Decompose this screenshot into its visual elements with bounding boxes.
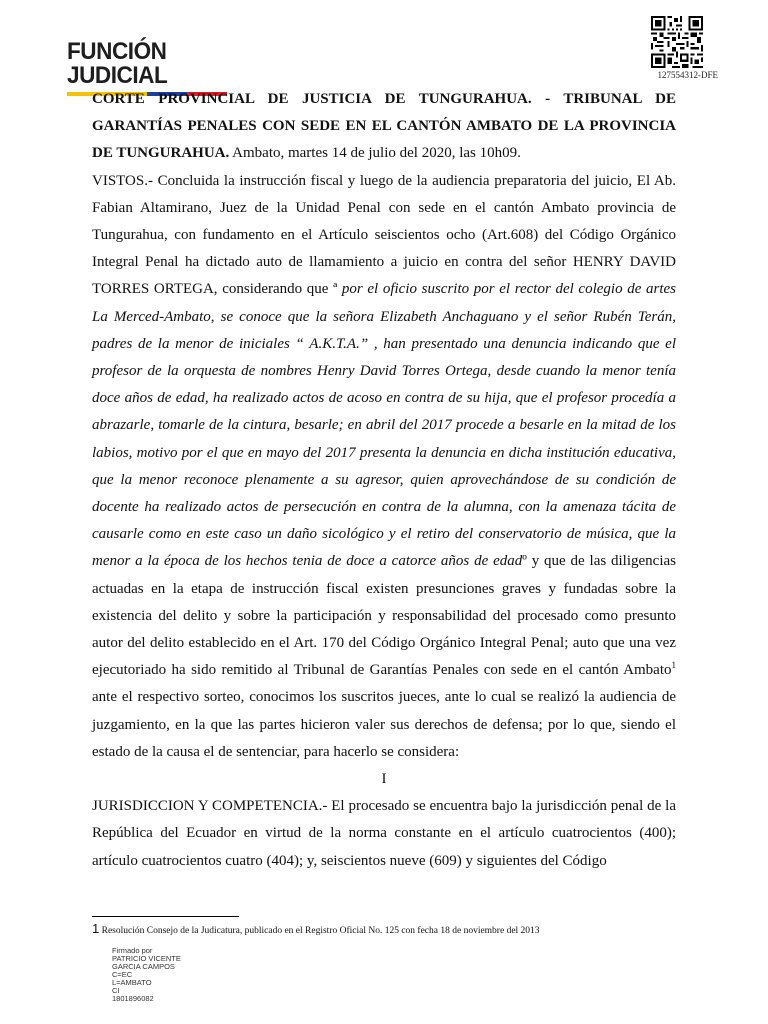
signature-line: GARCIA CAMPOS xyxy=(112,962,175,971)
signature-line: Firmado por xyxy=(112,946,153,955)
footnote-number: 1 xyxy=(92,921,100,936)
open-quote-mark: ª xyxy=(333,281,338,298)
vistos-text: VISTOS.- Concluida la instrucción fiscal y luego de la audiencia preparatoria del juicio, El Ab. Fabian Altamirano, Juez de la Unidad Penal con sede en el cantón Ambato provincia de Tungurahua, con fundamento en el Artículo seiscientos ocho (Art.608) del Código Orgánico Integral Penal ha dictado auto de llamamiento a juicio en contra del señor HENRY DAVID TORRES ORTEGA, considerando que xyxy=(92,172,676,298)
footnote-reference[interactable]: 1 xyxy=(671,660,676,671)
intro-paragraph xyxy=(92,86,676,766)
logo-text: FUNCIÓN JUDICIAL xyxy=(67,38,168,89)
jurisdiction-paragraph: JURISDICCION Y COMPETENCIA.- El procesado se encuentra bajo la jurisdicción penal de la República del Ecuador en virtud de la norma constante en el artículo cuatrocientos (400); artículo cuatrocientos cuatro (404); y, seiscientos nueve (609) y siguientes del Código xyxy=(92,798,676,869)
signature-line: C=EC xyxy=(112,970,133,979)
date-text: Ambato, martes 14 de julio del 2020, las 10h09. xyxy=(229,145,521,162)
signature-line: PATRICIO VICENTE xyxy=(112,954,181,963)
document-body xyxy=(92,86,676,875)
footnote-text: Resolución Consejo de la Judicatura, publicado en el Registro Oficial No. 125 con fecha 18 de noviembre del 2013 xyxy=(99,926,540,936)
rest-text-1: y que de las diligencias actuadas en la etapa de instrucción fiscal existen presunciones graves y fundadas sobre la existencia del delito y sobre la participación y responsabilidad del procesado como presunto autor del delito establecido en el Art. 170 del Código Orgánico Integral Penal; auto que una vez ejecutoriado ha sido remitido al Tribunal de Garantías Penales con sede en el cantón Ambato xyxy=(92,553,676,679)
signature-line: L=AMBATO xyxy=(112,978,152,987)
signature-line: 1801896082 xyxy=(112,994,154,1003)
qr-code-icon xyxy=(651,16,703,68)
funcion-judicial-logo xyxy=(67,38,229,89)
court-heading: CORTE PROVINCIAL DE JUSTICIA DE TUNGURAHUA. - TRIBUNAL DE GARANTÍAS PENALES CON SEDE EN EL CANTÓN AMBATO DE LA PROVINCIA DE TUNGURAHUA. xyxy=(92,91,676,162)
section-numeral: I xyxy=(381,771,387,788)
footnote-divider xyxy=(92,916,239,917)
digital-signature-stamp xyxy=(112,947,202,1005)
quoted-text: por el oficio suscrito por el rector del colegio de artes La Merced-Ambato, se conoce que la señora Elizabeth Anchaguano y el señor Rubén Terán, padres de la menor de iniciales “ A.K.T.A.” , han presentado una denuncia indicando que el profesor de la orquesta de nombres Henry David Torres Ortega, desde cuando la menor tenía doce años de edad, ha realizado actos de acoso en contra de su hija, que el profesor procedía a abrazarle, tomarle de la cintura, besarle; en abril del 2017 procede a besarle en la mitad de los labios, motivo por el que en mayo del 2017 presenta la denuncia en dicha institución educativa, que la menor reconoce plenamente a su agresor, quien aprovechándose de su condición de docente ha realizado actos de persecución en contra de la alumna, con la amenaza tácita de causarle como en este caso un daño sicológico y el retiro del conservatorio de música, que la menor a la época de los hechos tenia de doce a catorce años de edad xyxy=(92,281,677,570)
document-id: 127554312-DFE xyxy=(657,70,718,80)
close-quote-mark: º xyxy=(522,553,527,570)
rest-text-2: ante el respectivo sorteo, conocimos los suscritos jueces, ante lo cual se realizó la audiencia de juzgamiento, en la que las partes hicieron valer sus derechos de defensa; por lo que, siendo el estado de la causa el de sentenciar, para hacerlo se considera: xyxy=(92,689,676,760)
signature-line: CI xyxy=(112,986,120,995)
footnote xyxy=(92,921,712,936)
